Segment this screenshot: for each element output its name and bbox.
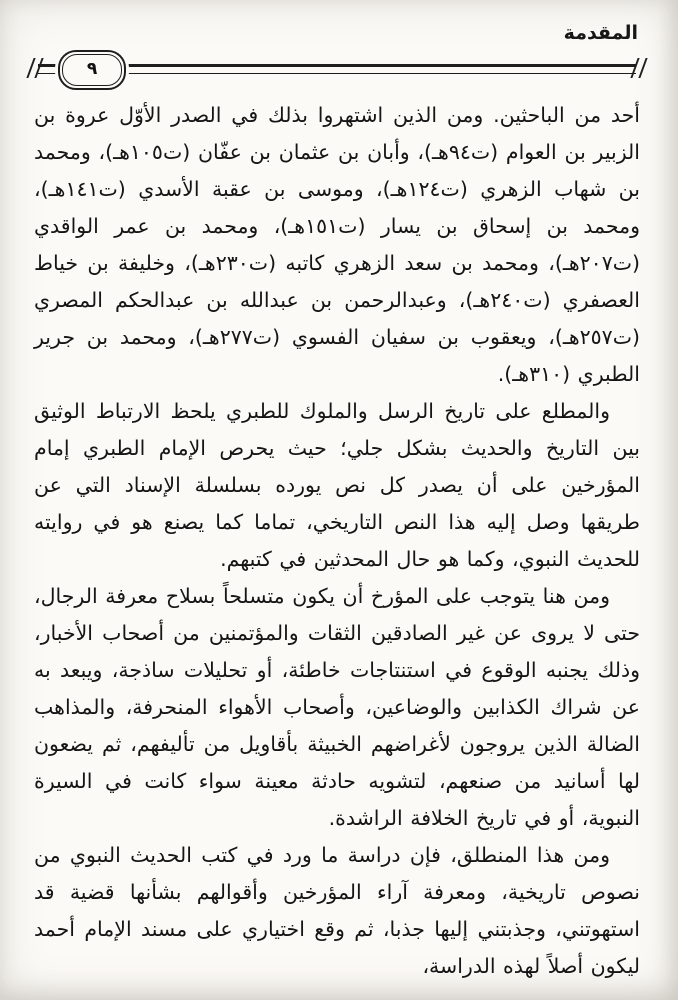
paragraph-study-motivation: ومن هذا المنطلق، فإن دراسة ما ورد في كتب الحديث النبوي من نصوص تاريخية، ومعرفة آراء المؤرخين وأقوالهم بشأنها قضية قد استهوتني، وجذبتني إليها جذبا، ثم وقع اختياري على مسند الإمام أحمد ليكون أصلاً لهذه الدراسة، [34,843,640,978]
page-number-badge [58,50,126,90]
rule-left-ornament-icon [26,58,43,78]
paragraph-tabari-history: والمطلع على تاريخ الرسل والملوك للطبري يلحظ الارتباط الوثيق بين التاريخ والحديث بشكل جلي؛ حيث يحرص الإمام الطبري إمام المؤرخين على أن يصدر كل نص يورده بسلسلة الإسناد التي عن طريقها وصل إليه هذا النص التاريخي، تماما كما يصنع هو في روايته للحديث النبوي، وكما هو حال المحدثين في كتبهم. [34,399,640,571]
rule-bottom-line [38,73,636,74]
paragraph-narrators-list: أحد من الباحثين. ومن الذين اشتهروا بذلك في الصدر الأوّل عروة بن الزبير بن العوام (ت٩٤هـ)، وأبان بن عثمان بن عفّان (ت١٠٥هـ)، ومحمد بن شهاب الزهري (ت١٢٤هـ)، وموسى بن عقبة الأسدي (ت١٤١هـ)، ومحمد بن إسحاق بن يسار (ت١٥١هـ)، ومحمد بن عمر الواقدي (ت٢٠٧هـ)، ومحمد بن سعد الزهري كاتبه (ت٢٣٠هـ)، وخليفة بن خياط العصفري (ت٢٤٠هـ)، وعبدالرحمن بن عبدالله بن عبدالحكم المصري (ت٢٥٧هـ)، ويعقوب بن سفيان الفسوي (ت٢٧٧هـ)، ومحمد بن جرير الطبري (٣١٠هـ). [34,103,641,386]
header-double-rule [32,56,642,96]
paragraph-historian-duty: ومن هنا يتوجب على المؤرخ أن يكون متسلحاً بسلاح معرفة الرجال، حتى لا يروى عن غير الصادقين الثقات والمؤتمنين من أصحاب الأخبار، وذلك يجنبه الوقوع في استنتاجات خاطئة، أو تحليلات ساذجة، ويبعد به عن شراك الكذابين والوضاعين، وأصحاب الأهواء المنحرفة، والمذاهب الضالة الذين يروجون لأغراضهم الخبيثة بأقاويل من تأليفهم، ثم يضعون لها أسانيد من صنعهم، لتشويه حادثة معينة سواء كانت في السيرة النبوية، أو في تاريخ الخلافة الراشدة. [34,584,640,830]
page-number: ٩ [86,58,98,79]
rule-top-line [38,64,636,67]
page-body-text [34,97,640,985]
rule-right-ornament-icon [630,58,647,78]
page-header-title: المقدمة [563,22,638,44]
